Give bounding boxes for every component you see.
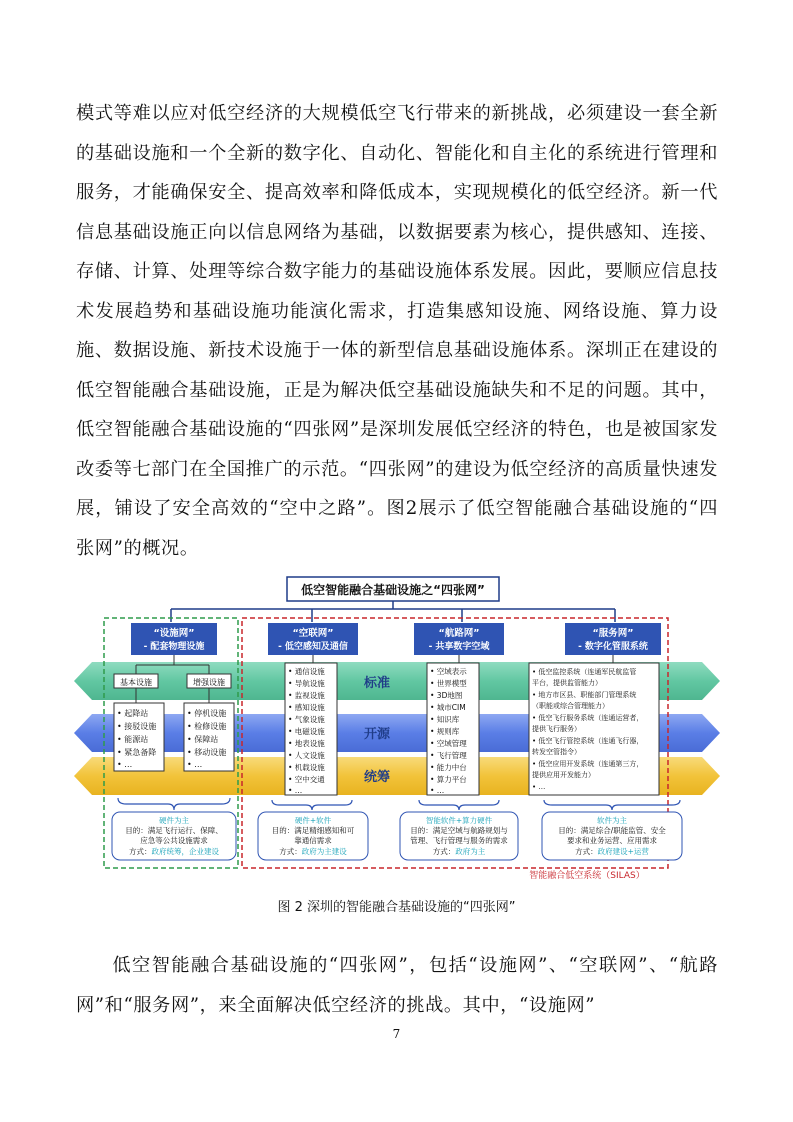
band-label-standard: 标准 xyxy=(363,676,391,691)
tree-connectors xyxy=(171,601,615,622)
enhanced-facility-label: 增强设施 xyxy=(193,678,225,687)
route-item: • 算力平台 xyxy=(430,775,467,784)
route-item: • 飞行管理 xyxy=(430,751,467,760)
body-paragraph-top: 模式等难以应对低空经济的大规模低空飞行带来的新挑战，必须建设一套全新的基础设施和一个全新的数字化、自动化、智能化和自主化的系统进行管理和服务，才能确保安全、提高效率和降低成本，实现规模化的低空经济。新一代信息基础设施正向以信息网络为基础，以数据要素为核心，提供感知、连接、存储、计算、处理等综合数字能力的基础设施体系发展。因此，要顺应信息技术发展趋势和基础设施功能演化需求，打造集感知设施、网络设施、算力设施、数据设施、新技术设施于一体的新型信息基础设施体系。深圳正在建设的低空智能融合基础设施，正是为解决低空基础设施缺失和不足的问题。其中，低空智能融合基础设施的“四张网”是深圳发展低空经济的特色，也是被国家发改委等七部门在全国推广的示范。“四张网”的建设为低空经济的高质量快速发展，铺设了安全高效的“空中之路”。图2展示了低空智能融合基础设施的“四张网”的概况。 xyxy=(76,103,718,559)
service-note-goal-1: 目的：满足综合/职能监管、安全 xyxy=(558,826,666,835)
basic-item: • 能源站 xyxy=(117,735,149,744)
basic-facility-label: 基本设施 xyxy=(120,678,152,687)
route-note-way: 方式：政府为主 xyxy=(432,847,486,856)
figure-title: 低空智能融合基础设施之“四张网” xyxy=(301,583,485,597)
service-item: • 低空飞行服务系统（连通运营者， xyxy=(532,714,644,722)
route-item: • … xyxy=(430,786,445,795)
facility-net-name: “设施网” xyxy=(153,628,195,639)
silas-label: 智能融合低空系统（SILAS） xyxy=(529,871,645,881)
airlink-item: • 电磁设施 xyxy=(288,727,325,736)
airlink-item: • … xyxy=(288,786,303,795)
facility-note-way: 方式：政府统筹，企业建设 xyxy=(129,847,219,856)
airlink-net-sub: - 低空感知及通信 xyxy=(278,642,348,652)
route-item: • 城市CIM xyxy=(430,703,466,712)
route-item: • 3D地图 xyxy=(430,691,463,700)
figure-caption: 图 2 深圳的智能融合基础设施的“四张网” xyxy=(277,900,516,915)
route-item: • 能力中台 xyxy=(430,763,467,772)
facility-net-sub: - 配套物理设施 xyxy=(143,642,205,652)
page-number: 7 xyxy=(392,1027,401,1041)
route-note-head: 智能软件+算力硬件 xyxy=(425,816,493,825)
service-item: • … xyxy=(532,783,546,791)
four-networks-figure xyxy=(74,574,720,884)
service-note-head: 软件为主 xyxy=(597,816,627,825)
facility-note-goal-1: 目的：满足飞行运行、保障、 xyxy=(125,826,223,835)
service-item: • 低空应用开发系统（连通第三方， xyxy=(532,760,644,768)
airlink-item: • 通信设施 xyxy=(288,667,325,676)
service-item: （职能或综合管理能力） xyxy=(532,702,609,710)
route-net-sub: - 共享数字空域 xyxy=(428,642,490,652)
service-item: 平台，提供监管能力） xyxy=(532,679,602,687)
airlink-note-goal-2: 靠通信需求 xyxy=(294,836,332,845)
band-label-coordination: 统筹 xyxy=(363,770,391,785)
service-item: 提供应用开发能力） xyxy=(532,771,595,779)
basic-item: • 接驳设施 xyxy=(117,722,157,731)
enhanced-item: • 检修设施 xyxy=(187,722,227,731)
route-note-goal-1: 目的：满足空域与航路规划与 xyxy=(410,826,508,835)
facility-note-goal-2: 应急等公共设施需求 xyxy=(140,836,208,845)
band-label-opensource: 开源 xyxy=(363,727,391,742)
service-item: • 低空监控系统（连通军民航监管 xyxy=(532,668,637,676)
service-note-way: 方式：政府建设+运营 xyxy=(575,847,649,856)
brace-marks xyxy=(118,798,680,810)
airlink-net-name: “空联网” xyxy=(292,628,334,639)
enhanced-item: • 保障站 xyxy=(187,735,219,744)
airlink-item: • 感知设施 xyxy=(288,703,325,712)
service-net-sub: - 数字化管服系统 xyxy=(578,642,648,652)
route-item: • 世界模型 xyxy=(430,679,467,688)
enhanced-item: • 移动设施 xyxy=(187,748,227,757)
route-item: • 空域表示 xyxy=(430,667,467,676)
airlink-item: • 地表设施 xyxy=(288,739,325,748)
service-item: 提供飞行服务） xyxy=(532,725,581,733)
facility-note-head: 硬件为主 xyxy=(159,816,189,825)
airlink-item: • 人文设施 xyxy=(288,751,325,760)
basic-item: • … xyxy=(117,760,133,769)
route-net-name: “航路网” xyxy=(438,628,480,639)
route-item: • 知识库 xyxy=(430,715,460,724)
route-item: • 规则库 xyxy=(430,727,460,736)
enhanced-item: • 停机设施 xyxy=(187,709,227,718)
body-paragraph-bottom: 低空智能融合基础设施的“四张网”，包括“设施网”、“空联网”、“航路网”和“服务网”，来全面解决低空经济的挑战。其中，“设施网” xyxy=(76,955,718,1016)
airlink-item: • 机载设施 xyxy=(288,763,325,772)
airlink-item: • 导航设施 xyxy=(288,679,325,688)
airlink-note-goal-1: 目的：满足精细感知和可 xyxy=(271,826,355,835)
route-item: • 空域管理 xyxy=(430,739,467,748)
service-note-goal-2: 要求和业务运营、应用需求 xyxy=(567,836,657,845)
airlink-item: • 监视设施 xyxy=(288,691,325,700)
airlink-item: • 气象设施 xyxy=(288,715,325,724)
service-item: 转发空管指令） xyxy=(532,748,581,756)
airlink-item: • 空中交通 xyxy=(288,775,325,784)
route-note-goal-2: 管理、飞行管理与服务的需求 xyxy=(410,836,508,845)
airlink-note-way: 方式：政府为主建设 xyxy=(279,847,347,856)
basic-item: • 紧急备降 xyxy=(117,748,157,757)
service-item: • 低空飞行管控系统（连通飞行器， xyxy=(532,737,644,745)
basic-item: • 起降站 xyxy=(117,709,149,718)
enhanced-item: • … xyxy=(187,760,203,769)
service-item: • 地方市区县、职能部门管理系统 xyxy=(532,691,637,699)
service-net-name: “服务网” xyxy=(592,628,634,639)
airlink-note-head: 硬件+软件 xyxy=(294,816,332,825)
